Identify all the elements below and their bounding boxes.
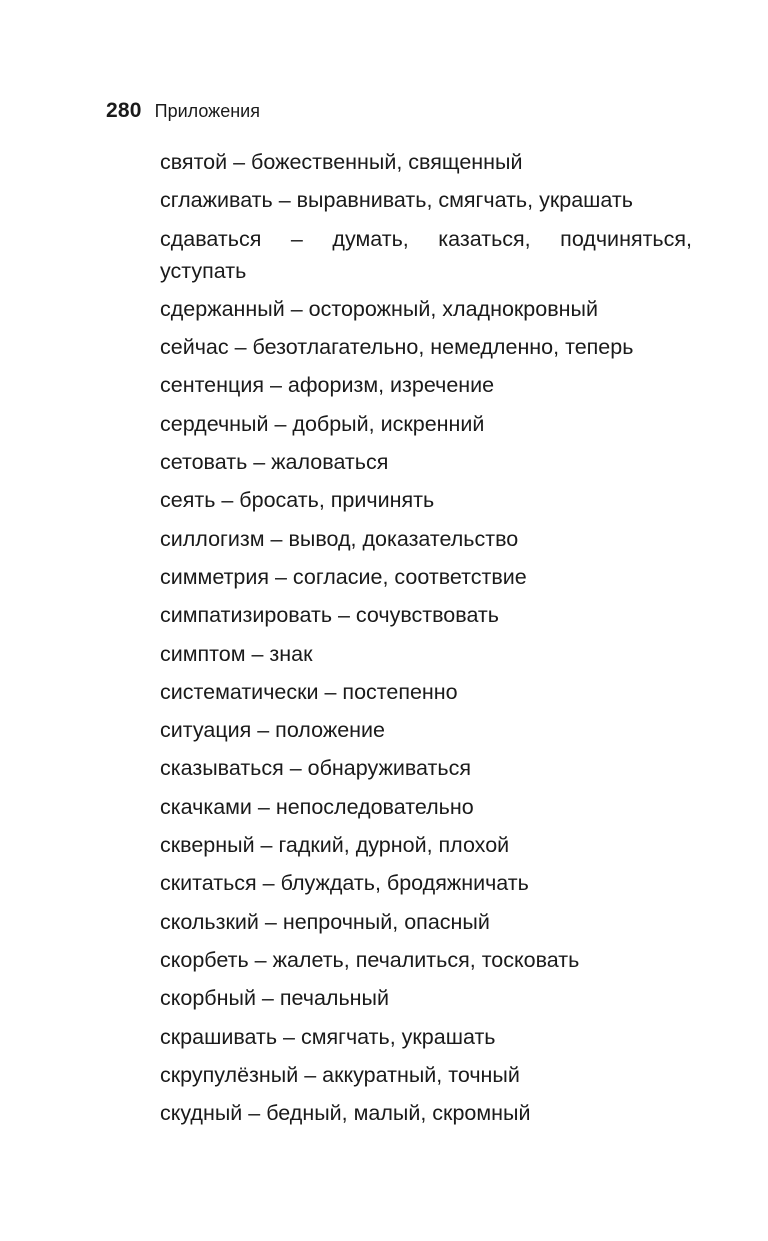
running-header <box>106 99 260 123</box>
synonym-entry: сдаваться – думать, казаться, подчиняться, уступать <box>160 226 692 283</box>
synonym-entry: скверный – гадкий, дурной, плохой <box>160 833 510 858</box>
synonym-entry: скудный – бедный, малый, скромный <box>160 1101 531 1126</box>
synonym-entry: скрупулёзный – аккуратный, точный <box>160 1062 520 1087</box>
section-title: Приложения <box>154 101 260 121</box>
synonym-entry: систематически – постепенно <box>160 679 458 704</box>
synonym-entry: силлогизм – вывод, доказательство <box>160 526 519 551</box>
synonym-entry: скорбный – печальный <box>160 986 389 1011</box>
synonym-entry: ситуация – положение <box>160 718 385 743</box>
synonym-entry: скрашивать – смягчать, украшать <box>160 1024 496 1049</box>
synonym-list <box>160 146 692 1135</box>
synonym-entry: сглаживать – выравнивать, смягчать, украшать <box>160 188 633 213</box>
synonym-entry: сердечный – добрый, искренний <box>160 411 485 436</box>
synonym-entry: скитаться – блуждать, бродяжничать <box>160 871 529 896</box>
synonym-entry: симметрия – согласие, соответствие <box>160 564 527 589</box>
synonym-entry: сдержанный – осторожный, хладнокровный <box>160 296 598 321</box>
synonym-entry: сказываться – обнаруживаться <box>160 756 471 781</box>
synonym-entry: скорбеть – жалеть, печалиться, тосковать <box>160 947 580 972</box>
synonym-entry: скользкий – непрочный, опасный <box>160 909 490 934</box>
synonym-entry: сетовать – жаловаться <box>160 450 389 475</box>
synonym-entry: святой – божественный, священный <box>160 150 523 174</box>
synonym-entry: сеять – бросать, причинять <box>160 488 435 513</box>
synonym-entry: симптом – знак <box>160 641 313 666</box>
synonym-entry: сентенция – афоризм, изречение <box>160 373 495 398</box>
page-number: 280 <box>106 99 142 122</box>
synonym-entry: скачками – непоследовательно <box>160 794 474 819</box>
synonym-entry: сейчас – безотлагательно, немедленно, теперь <box>160 335 634 360</box>
synonym-entry: симпатизировать – сочувствовать <box>160 603 499 628</box>
